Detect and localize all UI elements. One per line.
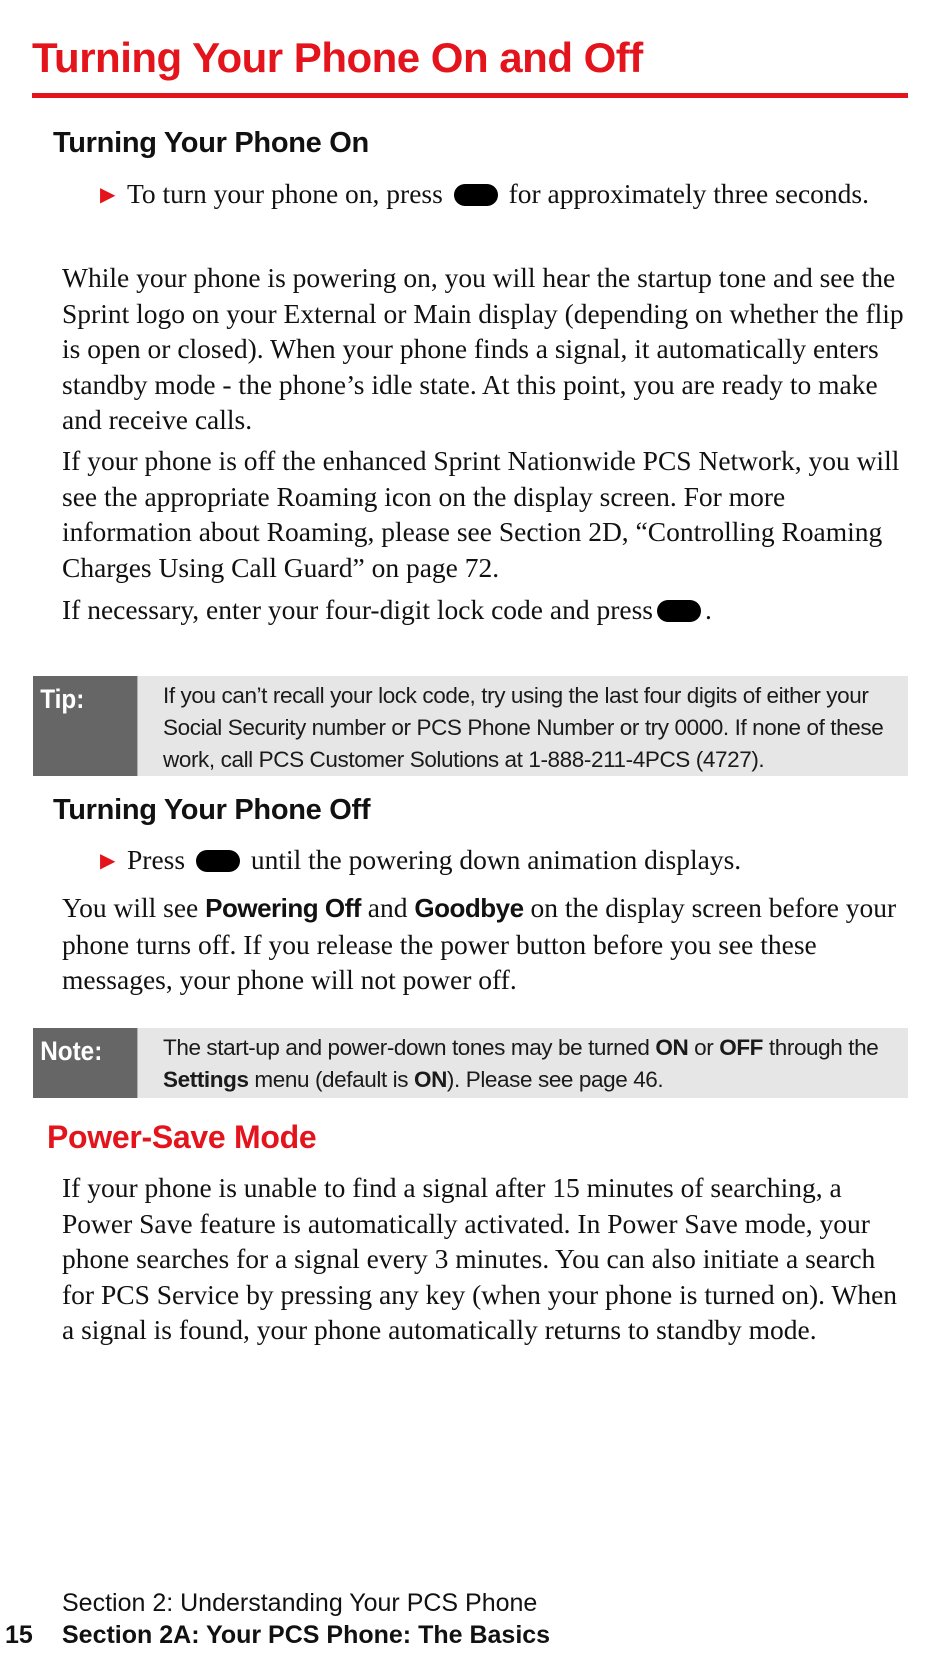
paragraph-powering-off: [62, 890, 912, 998]
red-triangle-arrow-icon: ▶: [100, 184, 116, 206]
bullet-turn-off-text-after: until the powering down animation displays.: [250, 844, 742, 875]
tip-callout: [33, 676, 908, 776]
paragraph-power-save: If your phone is unable to find a signal after 15 minutes of searching, a Power Save feature is automatically activated. In Power Save mode, your phone searches for a signal every 3 minutes. You can also initiate a search for PCS Service by pressing any key (when your phone is turned on). When a signal is found, your phone automatically returns to standby mode.: [62, 1172, 898, 1345]
powering-off-text-1: You will see: [62, 892, 199, 923]
note-on-2: ON: [413, 1067, 447, 1092]
goodbye-message: Goodbye: [414, 893, 524, 923]
note-on-1: ON: [655, 1035, 689, 1060]
note-callout: [33, 1028, 908, 1098]
footer-chapter-title: Section 2A: Your PCS Phone: The Basics: [62, 1621, 551, 1649]
bullet-turn-on-text-after: for approximately three seconds.: [508, 178, 869, 209]
tip-label: Tip:: [33, 676, 137, 776]
powering-off-text-3: on the display screen before your phone turns off. If you release the power button before you see these messages, your phone will not power off.: [62, 892, 897, 995]
tip-text: If you can’t recall your lock code, try using the last four digits of either your Social Security number or PCS Phone Number or try 0000. If none of these work, call PCS Customer Solutions at 1-888-211-4PCS (4727).: [163, 683, 884, 772]
bullet-turn-on-text-before: To turn your phone on, press: [127, 178, 443, 209]
lock-code-text-before: If necessary, enter your four-digit lock code and press: [62, 594, 653, 625]
note-text: [149, 1028, 908, 1098]
end-power-key-icon: [196, 850, 240, 872]
heading-turning-phone-off: Turning Your Phone Off: [53, 794, 371, 826]
title-rule: [32, 93, 908, 98]
end-power-key-icon: [454, 184, 498, 206]
note-text-2: or: [694, 1035, 714, 1060]
paragraph-powering-on: While your phone is powering on, you will hear the startup tone and see the Sprint logo on your External or Main display (depending on whether the flip is open or closed). When your phone finds a signal, it automatically enters standby mode - the phone’s idle state. At this point, you are ready to make and receive calls.: [62, 262, 904, 435]
paragraph-roaming: If your phone is off the enhanced Sprint Nationwide PCS Network, you will see the appropriate Roaming icon on the display screen. For more information about Roaming, please see Section 2D, “Controlling Roaming Charges Using Call Guard” on page 72.: [62, 445, 900, 583]
note-text-1: The start-up and power-down tones may be turned: [163, 1035, 650, 1060]
note-text-5: ). Please see page 46.: [446, 1067, 664, 1092]
note-label: Note:: [33, 1028, 137, 1098]
red-triangle-arrow-icon: ▶: [100, 850, 116, 872]
powering-off-message: Powering Off: [205, 893, 361, 923]
note-text-3: through the: [768, 1035, 879, 1060]
note-off: OFF: [719, 1035, 764, 1060]
note-text-4: menu (default is: [254, 1067, 409, 1092]
bullet-turn-off: [100, 842, 917, 878]
note-settings: Settings: [163, 1067, 249, 1092]
lock-code-text-after: .: [704, 594, 712, 625]
bullet-turn-off-text-before: Press: [127, 844, 186, 875]
heading-turning-phone-on: Turning Your Phone On: [53, 127, 369, 159]
paragraph-lock-code: [62, 592, 912, 628]
footer-page-number: 15: [5, 1621, 33, 1649]
page-title: Turning Your Phone On and Off: [32, 34, 643, 81]
footer-section-title: Section 2: Understanding Your PCS Phone: [62, 1589, 538, 1617]
bullet-turn-on: [100, 176, 917, 212]
heading-power-save-mode: Power-Save Mode: [47, 1119, 317, 1155]
powering-off-text-2: and: [367, 892, 408, 923]
end-power-key-icon: [657, 600, 701, 622]
